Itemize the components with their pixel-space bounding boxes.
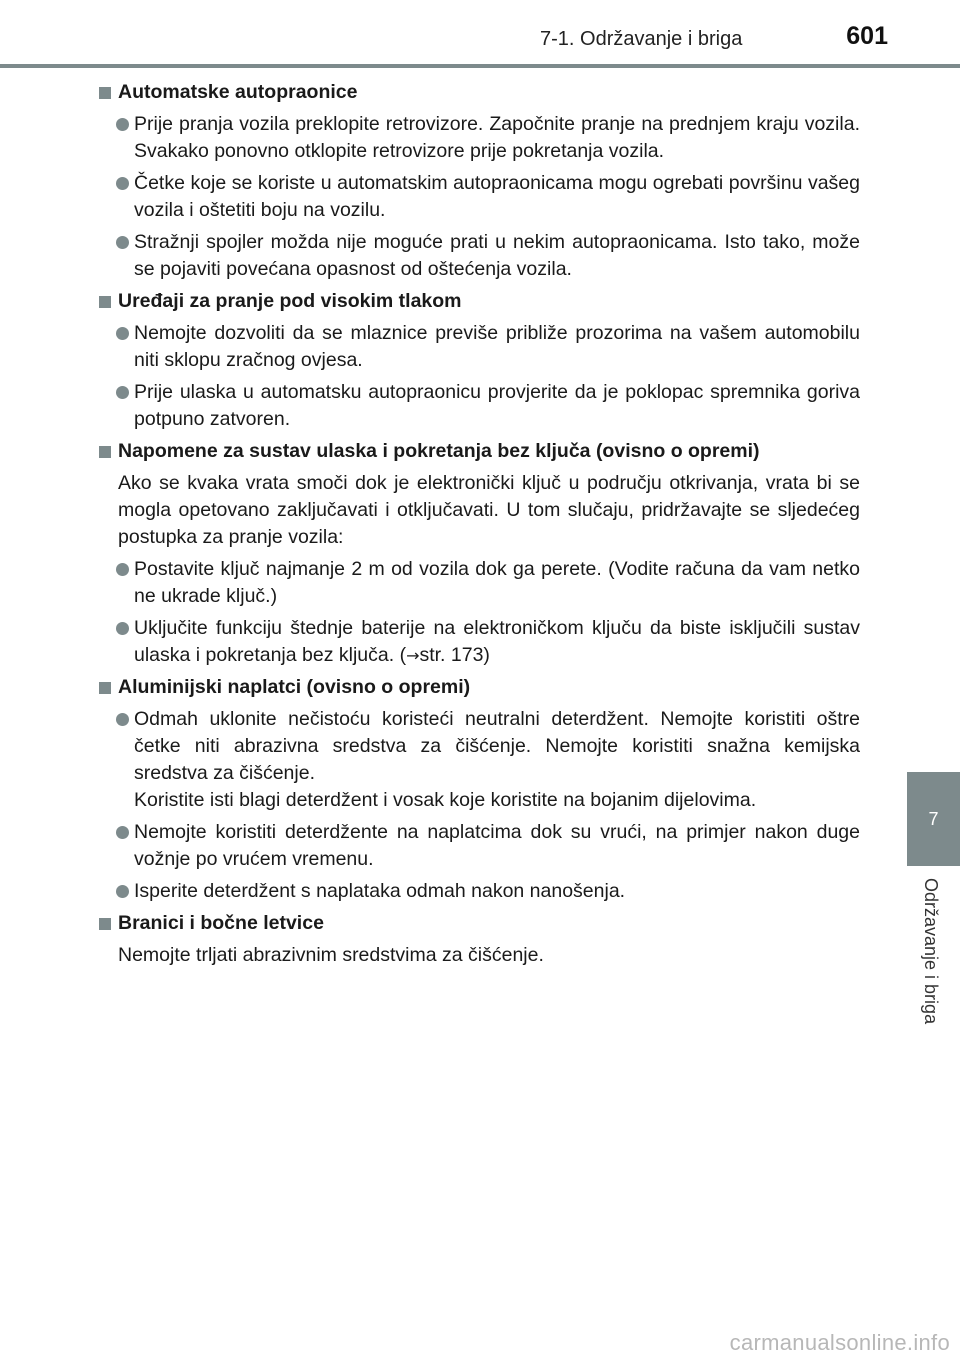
list-item: Četke koje se koriste u automatskim autopraonicama mogu ogrebati površinu vašeg vozila i oštetiti boju na vozilu. [96, 170, 860, 224]
square-bullet-icon [99, 446, 111, 458]
list-item: Nemojte dozvoliti da se mlaznice previše približe prozorima na vašem automobilu niti sklopu zračnog ovjesa. [96, 320, 860, 374]
section-heading: Uređaji za pranje pod visokim tlakom [96, 288, 860, 315]
section-title: 7-1. Održavanje i briga [540, 28, 743, 50]
list-item: Prije ulaska u automatsku autopraonicu provjerite da je poklopac spremnika goriva potpuno zatvoren. [96, 379, 860, 433]
circle-bullet-icon [116, 826, 129, 839]
square-bullet-icon [99, 296, 111, 308]
circle-bullet-icon [116, 327, 129, 340]
circle-bullet-icon [116, 713, 129, 726]
section-heading: Branici i bočne letvice [96, 910, 860, 937]
list-item: Stražnji spojler možda nije moguće prati u nekim autopraonicama. Isto tako, može se pojaviti povećana opasnost od oštećenja vozila. [96, 229, 860, 283]
circle-bullet-icon [116, 885, 129, 898]
page-reference-link[interactable]: str. 173) [419, 644, 490, 666]
list-item-note: Koristite isti blagi deterdžent i vosak koje koristite na bojanim dijelovima. [134, 789, 757, 811]
header-divider [0, 64, 960, 68]
page-number: 601 [846, 22, 888, 50]
section-heading: Aluminijski naplatci (ovisno o opremi) [96, 674, 860, 701]
section-heading: Automatske autopraonice [96, 79, 860, 106]
circle-bullet-icon [116, 563, 129, 576]
section-heading: Napomene za sustav ulaska i pokretanja bez ključa (ovisno o opremi) [96, 438, 860, 465]
arrow-icon: → [406, 646, 420, 665]
main-content [96, 76, 860, 974]
square-bullet-icon [99, 87, 111, 99]
list-item: Postavite ključ najmanje 2 m od vozila dok ga perete. (Vodite računa da vam netko ne ukrade ključ.) [96, 556, 860, 610]
list-item: Nemojte koristiti deterdžente na naplatcima dok su vrući, na primjer nakon duge vožnje po vrućem vremenu. [96, 819, 860, 873]
list-item: Uključite funkciju štednje baterije na elektroničkom ključu da biste isključili sustav ulaska i pokretanja bez ključa. (→str. 173) [96, 615, 860, 669]
watermark: carmanualsonline.info [729, 1330, 950, 1355]
chapter-tab[interactable]: 7 [907, 772, 960, 866]
circle-bullet-icon [116, 118, 129, 131]
square-bullet-icon [99, 918, 111, 930]
paragraph: Nemojte trljati abrazivnim sredstvima za čišćenje. [118, 944, 544, 966]
chapter-label: Održavanje i briga [921, 878, 941, 1025]
list-item: Isperite deterdžent s naplataka odmah nakon nanošenja. [96, 878, 860, 905]
circle-bullet-icon [116, 386, 129, 399]
circle-bullet-icon [116, 622, 129, 635]
circle-bullet-icon [116, 177, 129, 190]
paragraph: Ako se kvaka vrata smoči dok je elektronički ključ u području otkrivanja, vrata bi se mogla opetovano zaključavati i otključavati. U tom slučaju, pridržavajte se sljedećeg postupka za pranje vozila: [118, 472, 860, 548]
list-item: Odmah uklonite nečistoću koristeći neutralni deterdžent. Nemojte koristiti oštre četke niti abrazivna sredstva za čišćenje. Nemojte koristiti snažna kemijska sredstva za čišćenje. Koristite isti blagi deterdžent i vosak koje koristite na bojanim dijelovima. [96, 706, 860, 814]
list-item: Prije pranja vozila preklopite retrovizore. Započnite pranje na prednjem kraju vozila. Svakako ponovno otklopite retrovizore prije pokretanja vozila. [96, 111, 860, 165]
circle-bullet-icon [116, 236, 129, 249]
square-bullet-icon [99, 682, 111, 694]
